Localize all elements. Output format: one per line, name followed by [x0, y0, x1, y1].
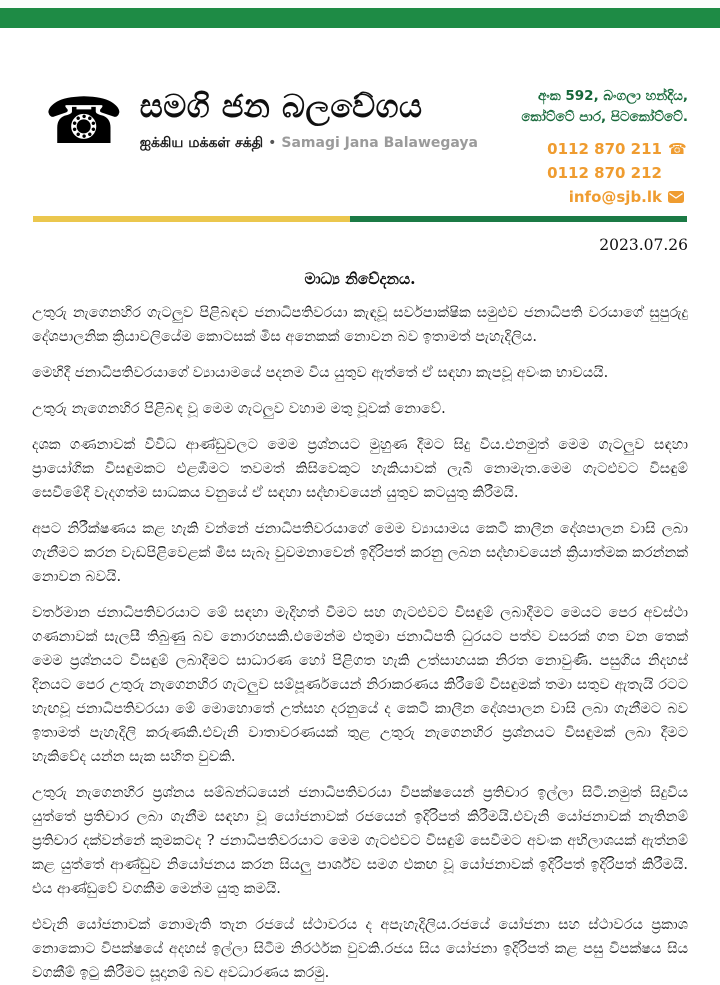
address-line-2: කෝට්ටේ පාර, පිටකෝට්ටේ.	[521, 109, 688, 125]
paragraph: දශක ගණනාවක් විවිධ ආණ්ඩුවලට මෙම ප්‍රශ්නයට මුහුණ දීමට සිදු විය.එනමුත් මෙම ගැටලුව සඳහා ප්‍රායෝගික විසඳුමකට එළඹීමට තවමත් කිසිවෙකුට හැකියාවක් ලැබී නොමැත.මෙම ගැටළුවට විසඳුම් සෙවීමේදී වැදගත්ම සාධකය වනුයේ ඒ සඳහා සද්භාවයෙන් යුතුව කටයුතු කිරීමයි.	[32, 437, 688, 501]
brand-text	[140, 86, 478, 153]
divider-bar	[33, 216, 687, 222]
envelope-icon	[668, 191, 688, 203]
paragraph: වර්තමාන ජනාධිපතිවරයාට මේ සඳහා මැදිහත් වීමට සහ ගැටළුවට විසඳුම් ලබාදීමට මෙයට පෙර අවස්ථා ගණනාවක් සැලසී තිබුණු බව නොරහසකි.එමෙන්ම එතුමා ජනාධිපති ධුරයට පත්ව වසරක් ගත වන තෙක් මෙම ප්‍රශ්නයට විසඳුම් ලබාදීමට සාධාරණ හෝ පිළිගත හැකි උත්සාහයක නිරත නොවුණි. පසුගිය නිදහස් දිනයට පෙර උතුරු නැගෙනහිර ගැටලුව සම්පූර්ණයෙන් නිරාකරණය කිරීමේ විසඳුමක් තමා සතුව ඇතැයි රටට හැඟවූ ජනාධිපතිවරයා මේ මොහොතේ උත්සහ දරනුයේ ද කෙටි කාලීන දේශපාලන වාසි ලබා ගැනීමට බව ඉතාමත් පැහැදිලි කරුණකි.එවැනි වාතාවරණයක් තුළ උතුරු නැගෙනහිර ප්‍රශ්නයට විසඳුමක් ලබා දීමට හැකිවේද යන්න සැක සහිත වුවකි.	[32, 605, 688, 765]
paragraph: උතුරු නැගෙනහිර පිළිබඳ වූ මෙම ගැටලුව වහාම මතු වූවක් නොවේ.	[32, 401, 446, 417]
party-subtitle	[140, 135, 478, 153]
paragraph: එවැනි යෝජනාවක් නොමැති තැන රජයේ ස්ථාවරය ද අපැහැදිලිය.රජයේ යෝජනා සහ ස්ථාවරය ප්‍රකාශ නොකොට විපක්ෂයේ අදහස් ඉල්ලා සිටීම නිරර්ථක වුවකි.රජය සිය යෝජනා ඉදිරිපත් කළ පසු විපක්ෂය සිය වගකීම් ඉටු කිරීමට සූදානම් බව අවධාරණය කරමු.	[32, 917, 688, 981]
divider-green-segment	[350, 216, 687, 222]
party-brand	[44, 85, 478, 159]
party-name-tamil: ஐக்கிய மக்கள் சக்தி	[139, 135, 264, 151]
phone-number-1: 0112 870 211	[547, 140, 662, 158]
paragraph: මෙහිදී ජනාධිපතිවරයාගේ ව්‍යායාමයේ පදනම විය යුතුව ඇත්තේ ඒ සඳහා කැපවූ අවංක භාවයයි.	[32, 365, 609, 381]
paragraph: අපට නිරීක්ෂණය කළ හැකි වන්නේ ජනාධිපතිවරයාගේ මෙම ව්‍යායාමය කෙටි කාලීන දේශපාලන වාසි ලබා ගැනීමට කරන වැඩපිළිවෙළක් මිස සැබෑ වුවමනාවෙන් ඉදිරිපත් කරනු ලබන සද්භාවයෙන් ක්‍රියාත්මක කරන්නක් නොවන බවයි.	[32, 521, 688, 585]
contact-block	[521, 86, 688, 209]
letterhead	[0, 86, 720, 208]
top-strip	[0, 0, 720, 8]
phone-number-2: 0112 870 212	[547, 164, 662, 182]
document-date: 2023.07.26	[599, 236, 688, 254]
top-green-bar	[0, 8, 720, 28]
email-row	[521, 185, 688, 209]
telephone-icon: ☎	[668, 140, 687, 158]
party-name-sinhala: සමගි ජන බලවේගය	[139, 87, 423, 125]
document-body	[0, 235, 720, 985]
separator-dot: •	[268, 135, 277, 151]
email-address: info@sjb.lk	[568, 188, 662, 206]
paragraph: උතුරු නැගෙනහිර ප්‍රශ්නය සම්බන්ධයෙන් ජනාධිපතිවරයා විපක්ෂයෙන් ප්‍රතිචාර ඉල්ලා සිටී.නමුත් සිදුවිය යුත්තේ ප්‍රතිචාර ලබා ගැනීම සඳහා වූ යෝජනාවක් රජයෙන් ඉදිරිපත් කිරීමයි.එවැනි යෝජනාවක් නැතිනම් ප්‍රතිචාර දක්වන්නේ කුමකටද ? ජනාධිපතිවරයාට මෙම ගැටළුවට විසඳුම් සෙවීමට අවංක අභිලාශයක් ඇත්නම් කළ යුත්තේ ආණ්ඩුව නියෝජනය කරන සියලු පාර්ශ්ව සමග එකඟ වූ යෝජනාවක් ඉදිරිපත් ඉදිරිපත් කිරීමයි. එය ආණ්ඩුවේ වගකීම මෙන්ම යුතු කමයි.	[32, 785, 688, 897]
phone-row-1	[521, 137, 688, 161]
divider-yellow-segment	[33, 216, 350, 222]
party-name-english: Samagi Jana Balawegaya	[281, 135, 478, 151]
phone-row-2	[521, 161, 688, 185]
address-line-1: අංක 592, බංගලා හන්දිය,	[537, 88, 688, 104]
paragraph: උතුරු නැගෙනහිර ගැටලුව පිළිබඳව ජනාධිපතිවරයා කැඳවූ සර්වපාක්ෂික සමුළුව ජනාධිපති වරයාගේ සුපුරුදු දේශපාලනික ක්‍රියාවලියේම කොටසක් මිස අනෙකක් නොවන බව ඉතාමත් පැහැදිලිය.	[32, 305, 688, 345]
document-title: මාධ්‍ය නිවේදනය.	[304, 269, 416, 288]
rotary-telephone-logo-icon: ☎	[44, 85, 124, 159]
contact-rows	[521, 137, 688, 209]
